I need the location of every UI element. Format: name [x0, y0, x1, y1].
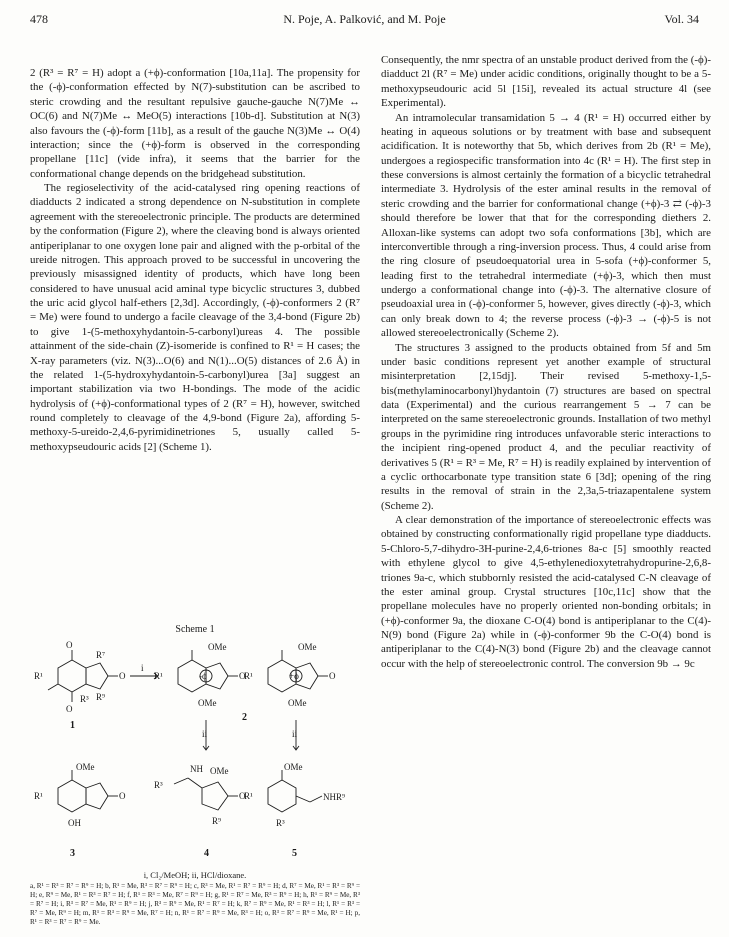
- compound-3-imidazole-ring: [86, 783, 108, 809]
- atom-label: O: [66, 640, 73, 650]
- compound-2a-imidazole-ring: [206, 663, 228, 689]
- atom-label: O: [119, 791, 126, 801]
- scheme-1: [30, 624, 360, 929]
- paragraph: A clear demonstration of the importance of stereoelectronic effects was obtained by constructing conformationally rigid propellane type diadducts. 5-Chloro-5,7-dihydro-3H-purine-2,4,6-triones 8a-c [5] smoothly reacted with ethylene glycol to give 4,5-ethylenedioxytetrahydropurine-2,6,8-triones 9a-c, which stubbornly resisted the acid-catalysed C-N cleavage of the ester aminal group. Crystal structures [10c,11c] show that the propellane molecules have no properly oriented non-bonding orbitals; in (+ϕ)-conformer 9a, the dioxane C-O(4) bond is antiperiplanar to the C(4)-N(9) bond (Figure 2a) while in (-ϕ)-conformer 9b the C-O(4) bond is antiperiplanar to the C(4)-N(3) bond (Figure 2b) and the cleavage cannot occur with the help of stereoelectronic control. The conversion 9b → 9c: [381, 514, 711, 670]
- paragraph: The regioselectivity of the acid-catalysed ring opening reactions of diadducts 2 indicated a strong dependence on N-substitution in complete agreement with the stereoelectronic principle. The products are determined by the conformation (Figure 2), where the cleaving bond is always oriented antiperiplanar to one oxygen lone pair and aligned with the p-orbital of the ureide nitrogen. This approach proved to be successful in uncovering the previously misassigned identity of products, which have long been considered to have unusual acid aminal type bicyclic structures 3, dubbed the uric acid glycol half-ethers [2,3d]. Accordingly, (-ϕ)-conformers 2 (R⁷ = Me) were found to undergo a facile cleavage of the 3,4-bond (Figure 2b) to give 1-(5-methoxyhydantoin-5-carbonyl)ureas 4. The possible attainment of the side-chain (Z)-isomeride is confined to R¹ = H cases; the X-ray parameters (viz. N(3)...O(6) and N(1)...O(5) distances of 2.6 Å) in the related 1-(5-hydroxyhydantoin-5-carbonyl)urea [3a] suggest an important stabilization via two H-bondings. The mode of the acidic hydrolysis of (+ϕ)-conformational types of 2 (R⁷ = H), however, switched round completely to cleavage of the 4,9-bond (Figure 2a), affording 5-methoxy-5-ureido-2,4,6-pyrimidinetriones 5, usually called 5-methoxypseudouric acids [2] (Scheme 1).: [30, 182, 360, 453]
- arrow-label: ii: [202, 729, 208, 739]
- phi-label: +ϕ: [289, 671, 299, 681]
- scheme-legend: a, R¹ = R³ = R⁷ = R⁹ = H; b, R¹ = Me, R³ = R⁷ = R⁹ = H; c, R³ = Me, R¹ = R⁷ = R⁹ = H; d, R⁷ = Me, R¹ = R³ = R⁹ = H; e, R⁹ = Me, R¹ = R³ = R⁷ = H; f, R¹ = R³ = Me, R⁷ = R⁹ = H; g, R¹ = R⁷ = Me, R³ = R⁹ = H; h, R¹ = R⁹ = Me, R³ = R⁷ = H; i, R³ = R⁷ = Me, R¹ = R⁹ = H; j, R³ = R⁹ = Me, R¹ = R⁷ = H; k, R⁷ = R⁹ = Me, R¹ = R³ = H; l, R¹ = R³ = R⁷ = Me, R⁹ = H; m, R¹ = R³ = R⁹ = Me, R⁷ = H; n, R¹ = R⁷ = R⁹ = Me, R³ = H; o, R³ = R⁷ = R⁹ = Me, R¹ = H; p, R¹ = R³ = R⁷ = R⁹ = Me.: [30, 882, 360, 926]
- paragraph: Consequently, the nmr spectra of an unstable product derived from the (-ϕ)-diadduct 2l (R⁷ = Me) under acidic conditions, originally thought to be a 5-methoxypseudouric acid 5l [15i], revealed its actual structure 4l (see Experimental).: [381, 54, 711, 110]
- scheme-reagents: i, Cl₂/MeOH; ii, HCl/dioxane.: [143, 870, 247, 880]
- atom-label: OMe: [298, 642, 317, 652]
- atom-label: OMe: [284, 762, 303, 772]
- page-number: 478: [30, 12, 48, 26]
- compound-number: 3: [70, 848, 75, 859]
- atom-label: OMe: [210, 766, 229, 776]
- compound-3-pyrimidine-ring: [58, 780, 86, 812]
- atom-label: OH: [68, 818, 81, 828]
- paragraph: An intramolecular transamidation 5 → 4 (R¹ = H) occurred either by heating in aqueous solutions or by treatment with base and subsequent acidification. It is noteworthy that 5b, which derives from 2b (R¹ = Me), undergoes a regiospecific transformation into 4c (R¹ = H). The first step in these conversions is almost certainly the formation of a bicyclic tetrahedral intermediate 3. Hydrolysis of the ester aminal results in the removal of steric crowding and the barrier for conformational change (+ϕ)-3 ⇄ (-ϕ)-3 should therefore be lower that that for the corresponding diethers 2. Alloxan-like systems can adopt two sofa conformations [3b], which are interconvertible through a ring-inversion process. Thus, 4 could arise from the ring closure of pseudoequatorial urea in 5-sofa (+ϕ)-conformer 5, leading first to the tetrahedral intermediate (+ϕ)-3, which then must undergo a conformational change into (-ϕ)-3. The alternative closure of pseudoaxial urea in (-ϕ)-conformer 5, however, gives directly (-ϕ)-3, which can only break down to 4; the reverse process (-ϕ)-3 → (-ϕ)-5 is not allowed stereoelectronically (Scheme 2).: [381, 111, 711, 340]
- left-column: [30, 66, 360, 454]
- compound-number: 5: [292, 848, 297, 859]
- atom-label: OMe: [288, 698, 307, 708]
- compound-number: 2: [242, 712, 247, 723]
- arrow-label: i: [141, 663, 144, 673]
- atom-label: R⁹: [96, 692, 106, 702]
- compound-1-imidazole-ring: [86, 663, 108, 689]
- atom-label: R¹: [154, 671, 163, 681]
- compound-2b-imidazole-ring: [296, 663, 318, 689]
- atom-label: O: [239, 791, 246, 801]
- paragraph: 2 (R³ = R⁷ = H) adopt a (+ϕ)-conformation [10a,11a]. The propensity for the (-ϕ)-conformation effected by N(7)-substitution can be ascribed to steric crowding and the resultant repulsive gauche-gauche N(7)Me ↔ OC(6) and N(7)Me ↔ MeO(5) interactions [10b-d]. Substitution at N(3) also favours the (-ϕ)-form [11b], as a result of the gauche N(3)Me ↔ O(4) interaction; since the (+ϕ)-form is observed in the corresponding propellane [11c] (vide infra), it seems that the barrier for the conformational change depends on the bridgehead substitution.: [30, 67, 360, 180]
- scheme-drawing: [30, 638, 360, 870]
- atom-label: R⁷: [96, 650, 106, 660]
- atom-label: R³: [276, 818, 285, 828]
- atom-label: R⁹: [212, 816, 222, 826]
- phi-label: -ϕ: [199, 671, 207, 681]
- atom-label: O: [239, 671, 246, 681]
- atom-label: R¹: [34, 671, 43, 681]
- compound-5-pyrimidine-ring: [268, 780, 296, 812]
- atom-label: NHR⁹: [323, 792, 346, 802]
- compound-number: 1: [70, 720, 75, 731]
- arrow-label: ii: [292, 729, 298, 739]
- atom-label: R³: [154, 780, 163, 790]
- atom-label: R¹: [244, 791, 253, 801]
- atom-label: O: [66, 704, 73, 714]
- running-header-authors: N. Poje, A. Palković, and M. Poje: [283, 12, 446, 26]
- atom-label: OMe: [208, 642, 227, 652]
- paragraph: The structures 3 assigned to the products obtained from 5f and 5m under basic conditions represent yet another example of structural misinterpretation [2,15dj]. Their revised 5-methoxy-1,5-bis(methylaminocarbonyl)hydantoin (7) structures are based on spectral data (Experimental) and the curious rearrangement 5 → 7 can be interpreted on the same stereoelectronic grounds. Installation of two methyl groups in the pyrimidine ring introduces unfavorable steric interactions to the incipient ring-opened product 4, and the peculiar reactivity of derivatives 5 (R¹ = R³ = Me, R⁷ = H) is readily explained by intervention of a cyclic orthocarbonate type transition state 6 [3d]; opening of the ring results in the removal of strain in the 2,3a,5-triazapentalene system (Scheme 2).: [381, 341, 711, 512]
- compound-1-pyrimidine-ring: [58, 660, 86, 692]
- scheme-title: Scheme 1: [175, 624, 215, 635]
- atom-label: OMe: [198, 698, 217, 708]
- atom-label: O: [329, 671, 336, 681]
- compound-4-hydantoin-ring: [202, 782, 228, 810]
- atom-label: R³: [80, 694, 89, 704]
- compound-number: 4: [204, 848, 209, 859]
- atom-label: R¹: [244, 671, 253, 681]
- right-column: [381, 53, 711, 671]
- atom-label: OMe: [76, 762, 95, 772]
- atom-label: NH: [190, 764, 203, 774]
- volume-number: Vol. 34: [664, 12, 699, 26]
- atom-label: O: [119, 671, 126, 681]
- atom-label: R¹: [34, 791, 43, 801]
